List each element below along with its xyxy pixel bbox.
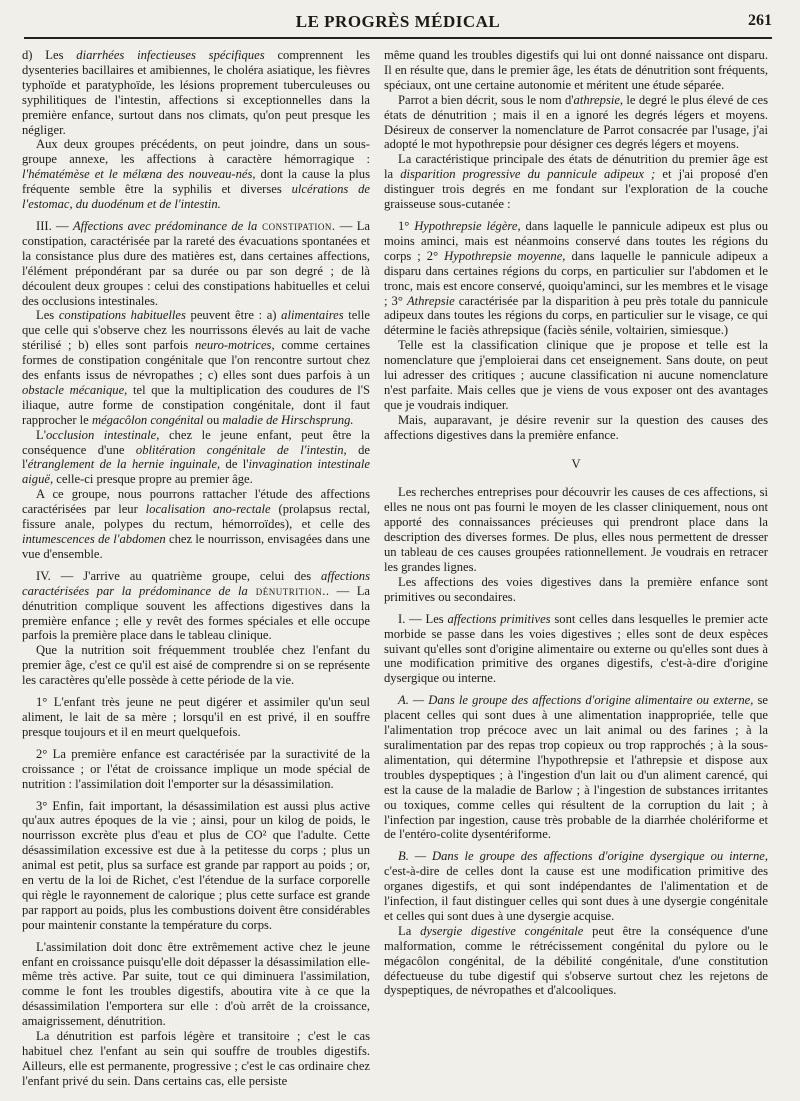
- text: telle que celle qui s'observe chez les nourrissons élevés au lait de vache stérilisé ; b) elles sont parfois: [22, 308, 370, 353]
- paragraph: Que la nutrition soit fréquemment troublée chez l'enfant du premier âge, c'est ce qu'il est aisé de comprendre si on se représente les caractères qu'elle possède à cette période de la vie.: [22, 643, 370, 688]
- paragraph: [384, 849, 768, 924]
- text: peuvent être : a): [185, 308, 282, 323]
- text: chez le jeune enfant, peut être la conséquence d'une: [22, 427, 370, 457]
- paragraph: Telle est la classification clinique que je propose et telle est la nomenclature que j'emploierai dans cet enseignement. Sans doute, on peut lui adresser des critiques ; aucune classification ni aucune nomenclature n'est parfaite. Mais celles que je viens de vous exposer ont des avantages que je voudrais indiquer.: [384, 338, 768, 412]
- text: A ce groupe, nous pourrons rattacher l'étude des affections caractérisées par leur: [22, 487, 370, 517]
- text: Parrot a bien décrit, sous le nom d': [398, 92, 574, 107]
- right-column: [384, 48, 768, 998]
- paragraph: [384, 219, 768, 338]
- italic-term: Athrepsie: [406, 293, 455, 308]
- text: (prolapsus rectal, fissure anale, polypes du rectum, hémorroïdes), et celle des: [22, 502, 370, 532]
- text: A. — Dans le groupe des: [398, 693, 533, 708]
- running-header: [24, 10, 772, 40]
- italic-term: affections primitives: [447, 611, 551, 626]
- text: B. — Dans le groupe des: [398, 849, 544, 864]
- paragraph: L'assimilation doit donc être extrêmement active chez le jeune enfant en croissance puisqu'elle doit dépasser la désassimilation elle-même très active. Par suite, tout ce qui diminuera l'assimilation, comme le font les troubles digestifs, aboutira vite à ce que la désassimilation l'emportera sur elle : d'où arrêt de la croissance, amaigrissement, dénutrition.: [22, 939, 370, 1029]
- italic-term: athrepsie,: [573, 92, 624, 107]
- text: se placent celles qui sont dues à une alimentation inappropriée, telle que l'alimentation trop précoce avec un lait animal ou des farines ; à la suralimentation par des repas trop copieux ou trop rapprochés ; à la sous-alimentation, qui détermine l'hypothrepsie et l'athrepsie et dispose aux troubles dyspeptiques ; à l'ingestion d'un lait ou d'un aliment carencé, qui est la cause de la maladie de Barlow ; à l'ingestion de substances irritantes ou toxiques, comme celles qui résultent de la corruption du lait ; à l'infection par ingestion, cause très probable de la diarrhée cholériforme et de l'entéro-colite dysentériforme.: [384, 693, 769, 842]
- journal-title: LE PROGRÈS MÉDICAL: [295, 12, 501, 31]
- text: chez le nourrisson, envisagées dans une vue d'ensemble.: [22, 532, 371, 561]
- text: dont la cause la plus fréquente semble être la syphilis et diverses: [22, 167, 370, 197]
- text: et j'ai proposé d'en distinguer trois degrés en me fondant sur l'exploration de la couche graisseuse sous-cutanée :: [384, 167, 768, 212]
- text: IV. — J'arrive au quatrième groupe, celui des: [36, 568, 322, 583]
- paragraph: même quand les troubles digestifs qui lui ont donné naissance ont disparu. Il en résulte que, dans le premier âge, les états de dénutrition sont fréquents, spéciaux, ont une certaine autonomie et méritent une étude séparée.: [384, 48, 768, 92]
- paragraph: Les recherches entreprises pour découvrir les causes de ces affections, si elles ne nous ont pas fourni le moyen de les classer cliniquement, nous ont apporté des connaissances précieuses qui prendront place dans la description des diverses formes. De plus, elles nous permettent de dresser un tableau de ces causes groupées rationnellement. Je voudrais en retracer les grandes lignes.: [384, 485, 768, 574]
- paragraph: 1° L'enfant très jeune ne peut digérer et assimiler qu'un seul aliment, le lait de sa mère ; lorsqu'il en est privé, il en souffre presque toujours et il en meurt quelquefois.: [22, 695, 370, 739]
- italic-term: localisation ano-rectale: [145, 502, 271, 517]
- text: L': [36, 427, 46, 442]
- italic-term: maladie de Hirschsprung.: [222, 412, 354, 427]
- text: d) Les: [22, 48, 77, 62]
- left-column: [22, 48, 370, 1089]
- text: dans laquelle le pannicule adipeux est plus ou moins aminci, mais est néanmoins conservé dans toutes les régions du corps ; 2°: [384, 218, 768, 263]
- italic-term: occlusion intestinale,: [45, 427, 160, 442]
- text: de l': [220, 457, 249, 472]
- paragraph: [384, 693, 768, 842]
- text: La: [398, 923, 421, 938]
- paragraph: [384, 152, 768, 212]
- text: I. — Les: [398, 611, 448, 626]
- paragraph: [384, 612, 768, 687]
- paragraph: [22, 48, 370, 137]
- section-heading-paragraph: [22, 219, 370, 308]
- paragraph: [384, 924, 768, 999]
- italic-term: oblitération congénitale de l'intestin,: [135, 442, 347, 457]
- paragraph: 2° La première enfance est caractérisée par la suractivité de la croissance ; or l'état de croissance implique un mode spécial de nutrition : l'assimilation doit l'emporter sur la désassimilation.: [22, 746, 370, 791]
- text: . — La dénutrition complique souvent les affections digestives dans la première enfance ; elle y revêt des formes spéciales et elle occupe parfois la première place dans le tableau clinique.: [22, 583, 370, 643]
- italic-term: étranglement de la hernie inguinale,: [27, 457, 221, 472]
- italic-term: intumescences de l'abdomen: [22, 532, 166, 546]
- section-numeral: V: [571, 456, 581, 471]
- section-heading-paragraph: [22, 569, 370, 644]
- text: c'est-à-dire de celles dont la cause est une modification primitive des organes digestifs, et qui sont indépendantes de l'alimentation et de l'infection, il faut distinguer celles qui sont dues à une dysergie congénitale et celles qui sont dues à une dysergie acquise.: [384, 864, 768, 923]
- italic-term: invagination intestinale aiguë,: [22, 457, 371, 487]
- italic-term: Hypothrepsie moyenne,: [444, 248, 566, 263]
- smallcaps-term: dénutrition.: [247, 583, 326, 598]
- paragraph: [22, 137, 370, 212]
- text: 1°: [398, 218, 415, 233]
- italic-term: Affections avec prédominance de la: [72, 218, 258, 233]
- paragraph: [22, 487, 370, 562]
- paragraph: 3° Enfin, fait important, la désassimilation est aussi plus active qu'aux autres époques de la vie ; ainsi, pour un kilog de poids, le nourrisson excrète plus d'eau et plus de CO² que l'adulte. Cette désassimilation excessive est due à la petitesse du corps ; plus un animal est petit, plus sa surface est grande par rapport au poids ; or, en vertu de la loi de Richet, c'est l'étendue de la surface corporelle qui règle le rayonnement de calorique ; plus cette surface est grande par rapport au poids, plus les combustions doivent être considérables pour maintenir constante la température du corps.: [22, 798, 370, 932]
- paragraph: [22, 308, 370, 427]
- text: III. —: [36, 218, 73, 233]
- text: peut être la conséquence d'une malformation, comme le rétrécissement congénital du pylore ou le mégacôlon congénital, de la débilité congénitale, d'une constitution défectueuse du tube digestif qui s'observe surtout chez les rejetons de dyspeptiques, de névropathes et d'alcooliques.: [384, 923, 769, 998]
- italic-term: affections d'origine alimentaire ou externe,: [532, 693, 754, 708]
- italic-term: dysergie digestive congénitale: [420, 923, 584, 938]
- text: — La constipation, caractérisée par la rareté des évacuations spontanées et la consistance plus dure des matières est, dans certaines affections, l'élément prépondérant par sa durée ou par son degré ; de là découlent deux groupes : celui des constipations habituelles et celui des occlusions intestinales.: [22, 218, 370, 308]
- text: sont celles dans lesquelles le premier acte morbide se passe dans les voies digestives ; elles sont de deux espèces suivant qu'elles sont d'origine alimentaire ou externe ou qu'elles sont dues à une modification primitive des organes digestifs, c'est-à-dire d'origine dysergique ou interne.: [384, 611, 768, 686]
- text: le degré le plus élevé de ces états de dénutrition ; mais il en a ignoré les degrés légers et moyens. Désireux de conserver la nomenclature de Parrot consacrée par l'usage, j'ai adopté le mot hypothrepsie pour désigner ces degrés légers et moyens.: [384, 92, 768, 152]
- paragraph: [384, 93, 768, 153]
- italic-term: affections caractérisées par la prédominance de la: [22, 568, 370, 598]
- text: comprennent les dysenteries bacillaires et amibiennes, le choléra asiatique, les fièvres typhoïde et paratyphoïde, les lésions proprement tuberculeuses ou syphilitiques de l'intestin, affections si exceptionnelles dans la première enfance, surtout dans nos climats, qu'on peut presque les négliger.: [22, 48, 370, 137]
- italic-term: neuro-motrices: [194, 338, 272, 353]
- italic-term: disparition progressive du pannicule adipeux ;: [400, 167, 656, 182]
- paragraph: La dénutrition est parfois légère et transitoire ; c'est le cas habituel chez l'enfant au sein qui souffre de troubles digestifs. Ailleurs, elle est permanente, progressive ; c'est le cas ordinaire chez l'enfant privé du sein. Dans certains cas, elle persiste: [22, 1029, 370, 1088]
- italic-term: ulcérations de l'estomac, du duodénum et de l'intestin.: [22, 182, 371, 212]
- italic-term: constipations habituelles: [58, 308, 186, 323]
- italic-term: mégacôlon congénital: [91, 412, 204, 427]
- paragraph: Les affections des voies digestives dans la première enfance sont primitives ou secondaires.: [384, 574, 768, 604]
- paragraph: [22, 428, 370, 488]
- text: Aux deux groupes précédents, on peut joindre, dans un sous-groupe annexe, les affections à caractère hémorragique :: [22, 137, 370, 167]
- italic-term: alimentaires: [281, 308, 344, 323]
- page-number: 261: [748, 12, 772, 29]
- italic-term: diarrhées infectieuses spécifiques: [76, 48, 265, 62]
- paragraph: Mais, auparavant, je désire revenir sur la question des causes des affections digestives dans la première enfance.: [384, 412, 768, 442]
- text: Les: [36, 308, 59, 323]
- text: La caractéristique principale des états de dénutrition du premier âge est la: [384, 152, 768, 182]
- italic-term: obstacle mécanique,: [22, 382, 128, 397]
- italic-term: l'hématémèse et le mélæna des nouveau-nés,: [22, 167, 256, 182]
- italic-term: affections d'origine dysergique ou interne,: [543, 849, 768, 864]
- text: dans laquelle le pannicule adipeux a disparu dans certaines régions du corps, en particulier sur l'abdomen et le tronc, mais est encore conservé, quoiqu'aminci, sur les membres et le visage ; 3°: [384, 248, 768, 308]
- text: ou: [203, 412, 223, 427]
- text: celle-ci presque propre au premier âge.: [53, 472, 253, 487]
- smallcaps-term: constipation.: [257, 218, 336, 233]
- text: caractérisée par la disparition à peu près totale du pannicule adipeux dans toutes les régions du corps, en particulier sur le visage, ce qui détermine le faciès athrepsique (faciès sénile, voltairien, simiesque.): [384, 293, 768, 338]
- text: , comme certaines formes de constipation congénitale que l'on rencontre surtout chez des enfants issus de névropathes ; c) elles sont dues parfois à un: [22, 338, 370, 383]
- text: de l': [22, 442, 370, 472]
- text: tel que la multiplication des coudures de l'S iliaque, autre forme de constipation congénitale, dont il faut rapprocher le: [22, 382, 370, 427]
- italic-term: Hypothrepsie légère,: [414, 218, 521, 233]
- header-rule: [24, 37, 772, 39]
